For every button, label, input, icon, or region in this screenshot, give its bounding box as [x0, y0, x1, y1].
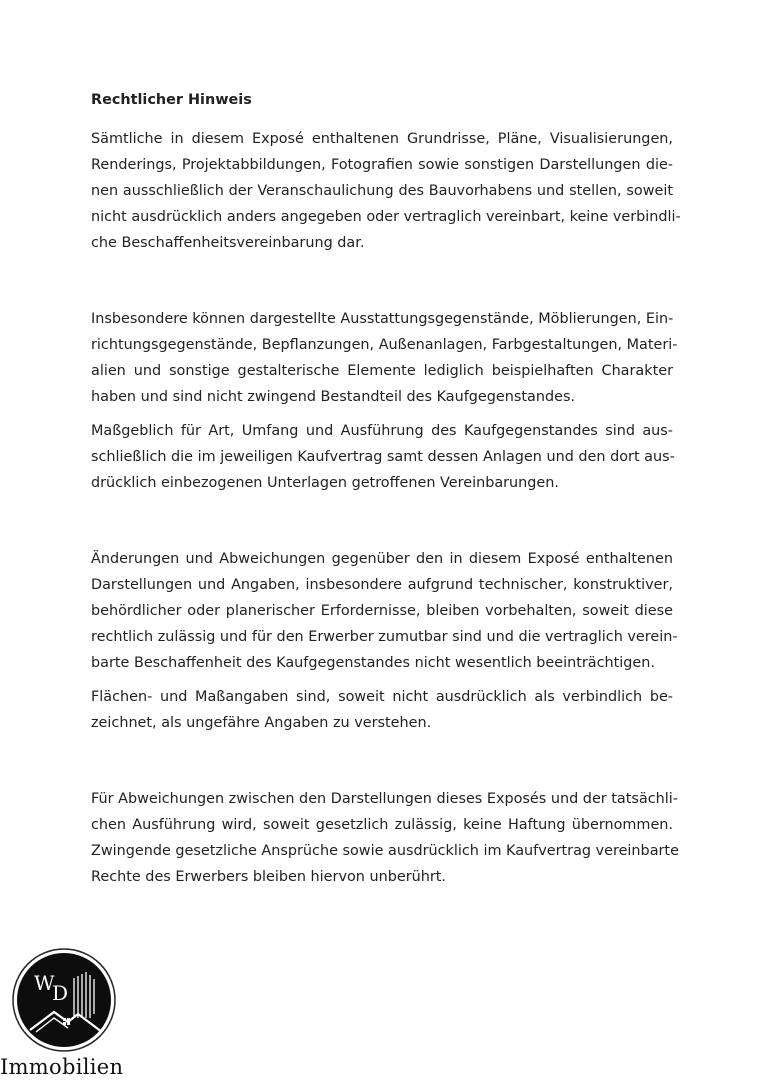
- text-line: barte Beschaffenheit des Kaufgegenstandes nicht wesentlich beeinträchtigen.: [91, 655, 655, 671]
- company-logo: [12, 948, 116, 1052]
- text-line: richtungsgegenstände, Bepflanzungen, Außenanlagen, Farbgestaltungen, Materi-: [91, 337, 678, 353]
- text-line: Für Abweichungen zwischen den Darstellungen dieses Exposés und der tatsächli-: [91, 791, 678, 807]
- text-line: haben und sind nicht zwingend Bestandteil des Kaufgegenstandes.: [91, 389, 576, 405]
- text-line: Zwingende gesetzliche Ansprüche sowie ausdrücklich im Kaufvertrag vereinbarte: [91, 843, 679, 859]
- logo-letter-w: W: [34, 971, 55, 995]
- text-line: Darstellungen und Angaben, insbesondere aufgrund technischer, konstruktiver,: [91, 577, 673, 593]
- paragraph-furnishing-disclaimer: [91, 306, 678, 410]
- text-line: chen Ausführung wird, soweit gesetzlich zulässig, keine Haftung übernommen.: [91, 817, 673, 833]
- text-line: rechtlich zulässig und für den Erwerber zumutbar sind und die vertraglich verein-: [91, 629, 678, 645]
- section-heading: Rechtlicher Hinweis: [91, 92, 252, 108]
- text-line: Renderings, Projektabbildungen, Fotografien sowie sonstigen Darstellungen die-: [91, 157, 673, 173]
- paragraph-liability: [91, 786, 679, 890]
- text-line: nen ausschließlich der Veranschaulichung des Bauvorhabens und stellen, soweit: [91, 183, 673, 199]
- text-line: Sämtliche in diesem Exposé enthaltenen Grundrisse, Pläne, Visualisierungen,: [91, 131, 673, 147]
- text-line: drücklich einbezogenen Unterlagen getroffenen Vereinbarungen.: [91, 475, 559, 491]
- logo-letter-d: D: [52, 981, 69, 1005]
- paragraph-changes-reserved: [91, 546, 678, 676]
- text-line: Insbesondere können dargestellte Ausstattungsgegenstände, Möblierungen, Ein-: [91, 311, 674, 327]
- text-line: zeichnet, als ungefähre Angaben zu verstehen.: [91, 715, 432, 731]
- text-line: alien und sonstige gestalterische Elemente lediglich beispielhaften Charakter: [91, 363, 673, 379]
- paragraph-plans-disclaimer: [91, 126, 681, 256]
- paragraph-contract-scope: [91, 418, 673, 496]
- text-line: behördlicher oder planerischer Erfordernisse, bleiben vorbehalten, soweit diese: [91, 603, 673, 619]
- text-line: nicht ausdrücklich anders angegeben oder vertraglich vereinbart, keine verbindli-: [91, 209, 681, 225]
- text-line: Flächen- und Maßangaben sind, soweit nicht ausdrücklich als verbindlich be-: [91, 689, 673, 705]
- text-line: Änderungen und Abweichungen gegenüber den in diesem Exposé enthaltenen: [91, 551, 673, 567]
- text-line: schließlich die im jeweiligen Kaufvertrag samt dessen Anlagen und den dort aus-: [91, 449, 675, 465]
- house-roof-logo-icon: [12, 948, 116, 1052]
- paragraph-area-measurements: [91, 684, 673, 736]
- legal-notice-section: [91, 90, 681, 890]
- text-line: che Beschaffenheitsvereinbarung dar.: [91, 235, 365, 251]
- text-line: Rechte des Erwerbers bleiben hiervon unberührt.: [91, 869, 446, 885]
- text-line: Maßgeblich für Art, Umfang und Ausführung des Kaufgegenstandes sind aus-: [91, 423, 673, 439]
- company-name: Immobilien: [0, 1055, 124, 1079]
